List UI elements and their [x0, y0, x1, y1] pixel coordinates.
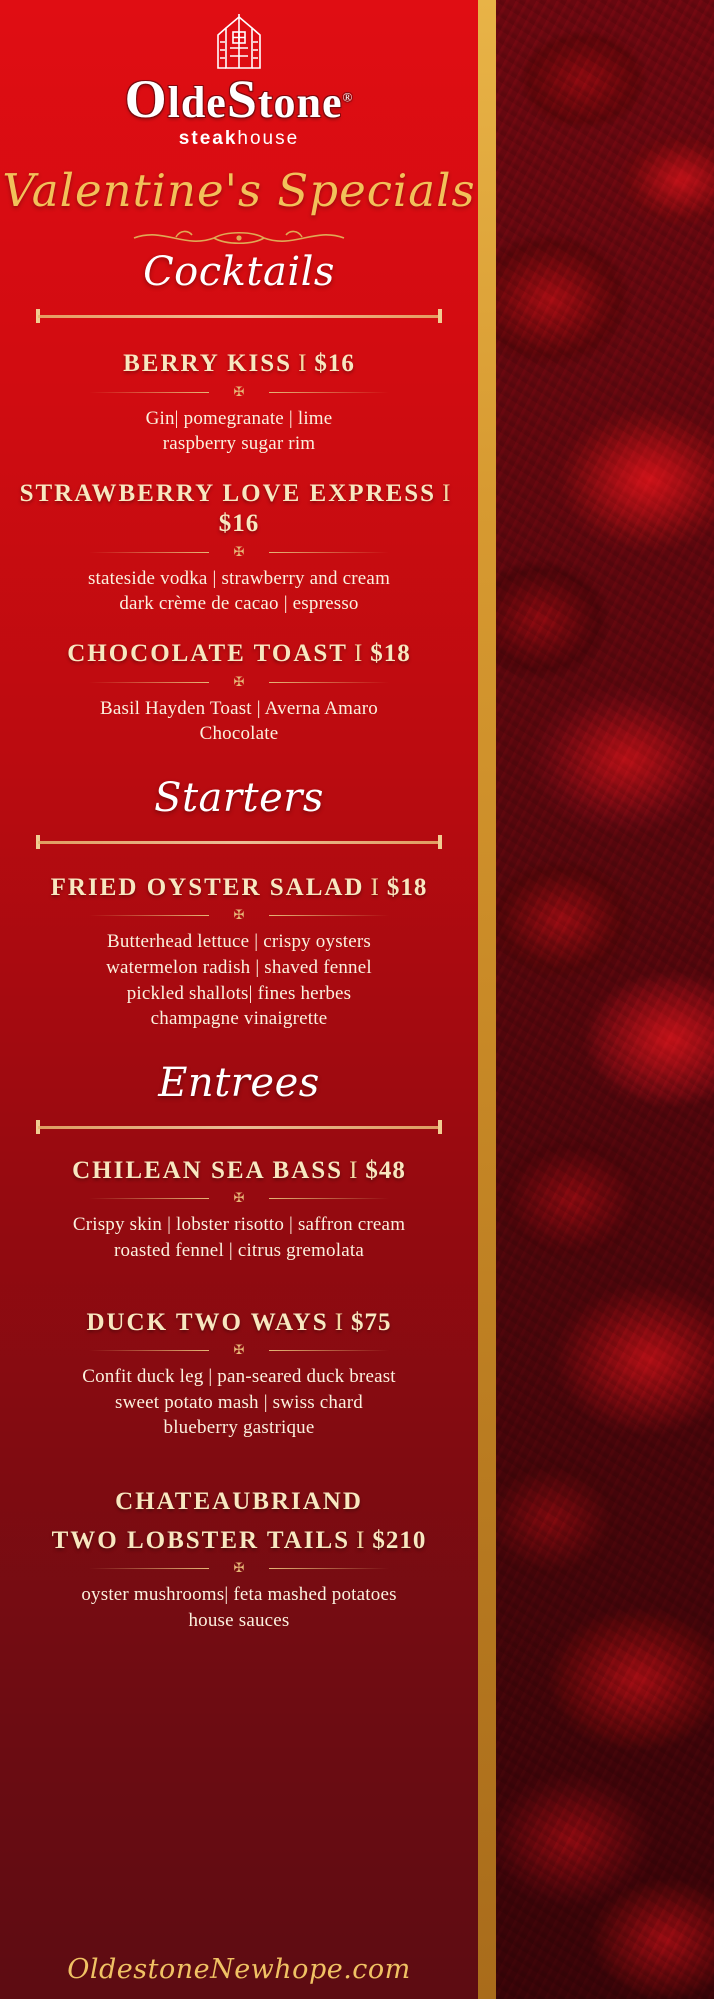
menu-item: [0, 1308, 478, 1441]
menu-item-heading: [0, 639, 478, 670]
description-line: raspberry sugar rim: [162, 433, 316, 455]
description-line: watermelon radish | shaved fennel: [106, 956, 372, 978]
logo-text-lde: lde: [167, 78, 227, 127]
menu-item-name: BERRY KISS: [123, 350, 293, 377]
menu-item-name: STRAWBERRY LOVE EXPRESS: [19, 479, 437, 507]
roses-photo-panel: [496, 0, 714, 1999]
name-price-separator: I: [353, 640, 365, 668]
registered-mark: ®: [342, 89, 354, 105]
logo-subtitle: [0, 128, 478, 150]
section-items-entrees: [0, 1156, 478, 1633]
logo-text-tone: tone: [257, 78, 343, 127]
ornament-icon: ✠: [233, 543, 245, 559]
section-title-starters: Starters: [154, 774, 324, 821]
name-price-separator: I: [334, 1308, 346, 1336]
menu-item: [0, 873, 478, 1032]
name-price-separator: I: [356, 1526, 367, 1554]
item-divider: [89, 1560, 389, 1576]
section-title-cocktails: Cocktails: [143, 249, 335, 295]
menu-item-heading: [0, 1487, 478, 1556]
description-line: Butterhead lettuce | crispy oysters: [106, 931, 372, 953]
logo-subtitle-steak: steak: [178, 128, 238, 149]
ornament-icon: ✠: [233, 383, 245, 399]
menu-item-heading: [0, 873, 478, 904]
logo-wordmark: [124, 69, 354, 129]
logo-letter-s: S: [226, 69, 258, 129]
item-divider: [89, 907, 389, 923]
section-items-cocktails: [0, 349, 478, 747]
menu-item-price: $16: [314, 350, 355, 377]
ornament-icon: ✠: [233, 907, 245, 923]
menu-item-description: [0, 406, 478, 457]
section-items-starters: [0, 873, 478, 1032]
description-line: Chocolate: [199, 723, 279, 745]
menu-item: [0, 1487, 478, 1633]
description-line: Gin| pomegranate | lime: [145, 407, 333, 429]
item-divider: [89, 543, 389, 559]
item-divider: [89, 1190, 389, 1206]
logo-subtitle-house: house: [237, 128, 300, 149]
description-line: stateside vodka | strawberry and cream: [87, 567, 391, 589]
name-price-separator: I: [370, 873, 381, 901]
name-price-separator: I: [349, 1156, 360, 1184]
item-divider: [89, 1342, 389, 1358]
menu-item-name: DUCK TWO WAYS: [86, 1308, 329, 1336]
item-divider: [89, 673, 389, 689]
description-line: sweet potato mash | swiss chard: [115, 1391, 363, 1413]
website-link[interactable]: OldestoneNewhope.com: [67, 1954, 411, 1985]
menu-item-description: [0, 1582, 478, 1633]
section-title-entrees: Entrees: [158, 1059, 320, 1106]
menu-item-name: CHOCOLATE TOAST: [67, 640, 348, 668]
section-rule-cocktails: [30, 309, 448, 323]
name-price-separator: I: [298, 350, 309, 377]
menu-item: [0, 479, 478, 617]
menu-item-name: CHILEAN SEA BASS: [72, 1156, 344, 1184]
description-line: oyster mushrooms| feta mashed potatoes: [81, 1584, 397, 1606]
description-line: roasted fennel | citrus gremolata: [114, 1240, 364, 1262]
description-line: Basil Hayden Toast | Averna Amaro: [99, 697, 378, 719]
menu-item-heading: [0, 479, 478, 540]
menu-item-price: $18: [370, 640, 411, 668]
menu-item-price: $18: [386, 873, 428, 901]
section-rule-entrees: [30, 1120, 448, 1134]
description-line: dark crème de cacao | espresso: [119, 593, 359, 615]
menu-item-price: $16: [218, 510, 260, 538]
restaurant-logo: [0, 0, 478, 150]
menu-item-name: FRIED OYSTER SALAD: [50, 873, 365, 901]
menu-item-description: [0, 1364, 478, 1441]
flourish-ornament: [114, 225, 364, 251]
menu-item-description: [0, 1212, 478, 1263]
menu-item: [0, 1156, 478, 1264]
ornament-icon: ✠: [233, 673, 245, 689]
section-rule-starters: [30, 835, 448, 849]
description-line: Crispy skin | lobster risotto | saffron cream: [72, 1214, 406, 1236]
ornament-icon: ✠: [233, 1342, 245, 1358]
menu-item-heading: [0, 1308, 478, 1339]
page-title: Valentine's Specials: [2, 164, 476, 217]
description-line: pickled shallots| fines herbes: [126, 982, 352, 1004]
menu-item: [0, 639, 478, 747]
item-divider: [89, 383, 389, 399]
description-line: champagne vinaigrette: [150, 1008, 328, 1030]
menu-item-name-continued: TWO LOBSTER TAILS: [51, 1526, 351, 1554]
description-line: house sauces: [188, 1609, 290, 1631]
description-line: Confit duck leg | pan-seared duck breast: [82, 1366, 396, 1388]
menu-item-description: [0, 929, 478, 1032]
menu-item-heading: [0, 1156, 478, 1187]
name-price-separator: I: [442, 479, 453, 507]
menu-item-price: $210: [372, 1526, 427, 1554]
menu-item-description: [0, 566, 478, 617]
menu-item-price: $48: [365, 1156, 406, 1184]
ornament-icon: ✠: [233, 1560, 245, 1576]
ornament-icon: ✠: [233, 1190, 245, 1206]
clocktower-house-icon: [200, 14, 278, 70]
menu-item-price: $75: [351, 1308, 392, 1336]
menu-item-name: CHATEAUBRIAND: [115, 1488, 363, 1516]
menu-item-name-line2: [0, 1526, 478, 1557]
gold-divider-strip: [478, 0, 496, 1999]
description-line: blueberry gastrique: [163, 1417, 315, 1439]
menu-item-heading: [0, 349, 478, 380]
menu-item-description: [0, 696, 478, 747]
logo-letter-o: O: [124, 69, 168, 129]
menu-item: [0, 349, 478, 457]
